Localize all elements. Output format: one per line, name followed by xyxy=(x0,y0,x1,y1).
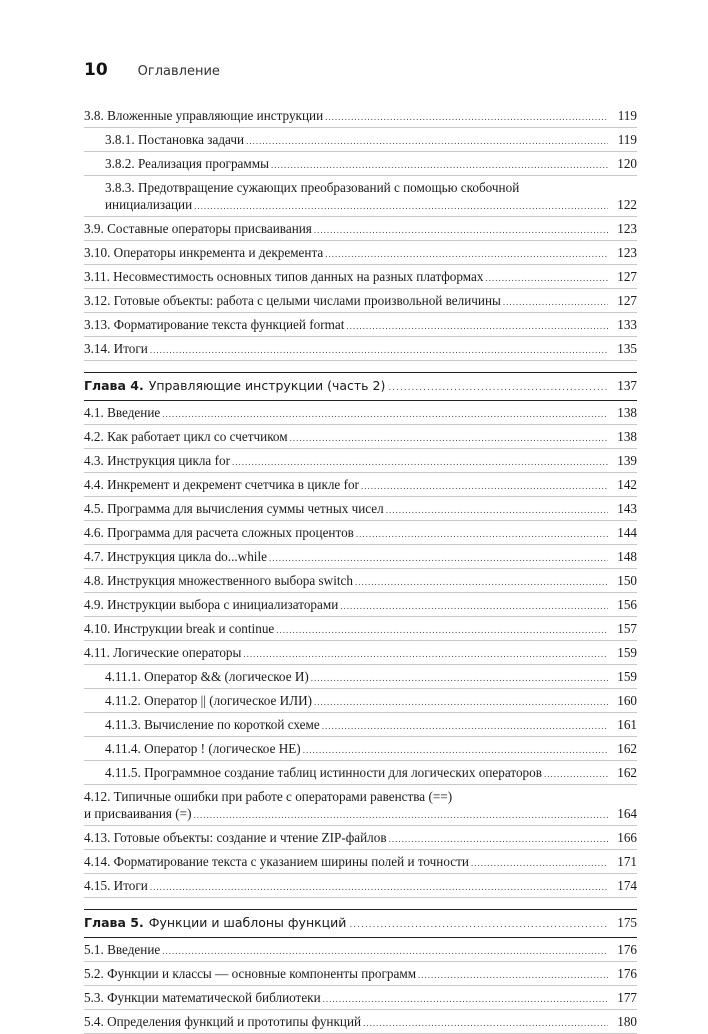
entry-title: 4.5. Программа для вычисления суммы четных чисел xyxy=(84,501,384,516)
toc-section-entry xyxy=(84,217,637,241)
entry-title: 4.14. Форматирование текста с указанием ширины полей и точности xyxy=(84,854,469,869)
toc-section-entry xyxy=(84,850,637,874)
entry-page-number: 177 xyxy=(617,990,637,1005)
toc-section-entry xyxy=(84,313,637,337)
toc-section-entry xyxy=(84,986,637,1010)
entry-page-number: 143 xyxy=(617,501,637,516)
entry-title: 4.10. Инструкции break и continue xyxy=(84,621,275,636)
toc-section-entry xyxy=(84,826,637,850)
entry-title: 4.11.2. Оператор || (логическое ИЛИ) xyxy=(105,693,312,708)
dot-leader xyxy=(325,246,608,263)
dot-leader xyxy=(485,270,608,287)
toc-section-entry xyxy=(84,104,637,128)
chapter-page-number: 137 xyxy=(617,378,637,393)
entry-title: 3.8.1. Постановка задачи xyxy=(105,132,245,147)
toc-section-entry xyxy=(84,241,637,265)
entry-title: 3.8. Вложенные управляющие инструкции xyxy=(84,108,324,123)
entry-title: 4.3. Инструкция цикла for xyxy=(84,453,230,468)
toc-subsection-entry xyxy=(84,689,637,713)
entry-title: 3.10. Операторы инкремента и декремента xyxy=(84,245,324,260)
entry-title: 4.13. Готовые объекты: создание и чтение ZIP-файлов xyxy=(84,830,387,845)
entry-title: 3.8.3. Предотвращение сужающих преобразований с помощью скобочной xyxy=(105,180,520,195)
entry-page-number: 142 xyxy=(617,477,637,492)
entry-title: 4.2. Как работает цикл со счетчиком xyxy=(84,429,288,444)
dot-leader xyxy=(363,1015,608,1032)
dot-leader xyxy=(323,991,608,1008)
toc-section-entry xyxy=(84,569,637,593)
entry-title: 4.6. Программа для расчета сложных процентов xyxy=(84,525,354,540)
toc-section-entry xyxy=(84,425,637,449)
entry-title: 3.14. Итоги xyxy=(84,341,148,356)
dot-leader xyxy=(193,807,608,824)
entry-title: 3.9. Составные операторы присваивания xyxy=(84,221,312,236)
entry-page-number: 119 xyxy=(617,108,637,123)
entry-title: 3.13. Форматирование текста функцией format xyxy=(84,317,345,332)
dot-leader xyxy=(325,109,608,126)
dot-leader xyxy=(276,622,608,639)
entry-page-number: 166 xyxy=(617,830,637,845)
entry-page-number: 127 xyxy=(617,269,637,284)
dot-leader xyxy=(314,694,608,711)
dot-leader xyxy=(388,380,608,397)
entry-page-number: 138 xyxy=(617,429,637,444)
toc-subsection-entry xyxy=(84,761,637,785)
dot-leader xyxy=(471,855,608,872)
toc-section-entry xyxy=(84,962,637,986)
toc-section-entry xyxy=(84,1010,637,1034)
page-header xyxy=(84,60,220,80)
entry-title: 4.11.3. Вычисление по короткой схеме xyxy=(105,717,320,732)
entry-page-number: 162 xyxy=(617,741,637,756)
entry-title: 4.8. Инструкция множественного выбора switch xyxy=(84,573,353,588)
entry-page-number: 135 xyxy=(617,341,637,356)
dot-leader xyxy=(389,831,608,848)
entry-title: 4.4. Инкремент и декремент счетчика в цикле for xyxy=(84,477,359,492)
entry-page-number: 164 xyxy=(617,806,637,821)
toc-section-entry xyxy=(84,874,637,898)
toc-section-entry xyxy=(84,401,637,425)
toc-subsection-entry xyxy=(84,737,637,761)
dot-leader xyxy=(246,133,608,150)
toc-section-entry xyxy=(84,617,637,641)
chapter-label: Глава 5. xyxy=(84,915,144,930)
dot-leader xyxy=(418,967,608,984)
entry-title: 4.12. Типичные ошибки при работе с операторами равенства (==) xyxy=(84,789,453,804)
toc-section-entry xyxy=(84,449,637,473)
dot-leader xyxy=(150,879,608,896)
entry-title: 3.12. Готовые объекты: работа с целыми числами произвольной величины xyxy=(84,293,501,308)
dot-leader xyxy=(269,550,608,567)
entry-page-number: 122 xyxy=(617,197,637,212)
dot-leader xyxy=(162,943,608,960)
entry-page-number: 176 xyxy=(617,966,637,981)
chapter-title: Управляющие инструкции (часть 2) xyxy=(148,378,386,393)
entry-title: 4.11.4. Оператор ! (логическое НЕ) xyxy=(105,741,301,756)
entry-page-number: 157 xyxy=(617,621,637,636)
dot-leader xyxy=(303,742,608,759)
entry-title-continued: и присваивания (=) xyxy=(84,806,192,821)
toc-section-entry xyxy=(84,938,637,962)
entry-title: 4.7. Инструкция цикла do...while xyxy=(84,549,267,564)
dot-leader xyxy=(150,342,608,359)
chapter-heading xyxy=(84,372,637,401)
dot-leader xyxy=(314,222,608,239)
entry-page-number: 161 xyxy=(617,717,637,732)
entry-title-continued: инициализации xyxy=(105,197,193,212)
chapter-title: Функции и шаблоны функций xyxy=(148,915,347,930)
entry-title: 5.3. Функции математической библиотеки xyxy=(84,990,321,1005)
entry-page-number: 176 xyxy=(617,942,637,957)
entry-page-number: 159 xyxy=(617,669,637,684)
toc-section-entry xyxy=(84,265,637,289)
entry-title: 4.1. Введение xyxy=(84,405,161,420)
dot-leader xyxy=(386,502,608,519)
dot-leader xyxy=(544,766,608,783)
entry-title: 3.11. Несовместимость основных типов данных на разных платформах xyxy=(84,269,484,284)
dot-leader xyxy=(311,670,608,687)
entry-title: 3.8.2. Реализация программы xyxy=(105,156,269,171)
dot-leader xyxy=(232,454,608,471)
entry-page-number: 174 xyxy=(617,878,637,893)
entry-title: 5.2. Функции и классы — основные компоненты программ xyxy=(84,966,417,981)
dot-leader xyxy=(349,917,608,934)
dot-leader xyxy=(162,406,608,423)
entry-page-number: 156 xyxy=(617,597,637,612)
entry-page-number: 120 xyxy=(617,156,637,171)
dot-leader xyxy=(361,478,608,495)
entry-page-number: 119 xyxy=(617,132,637,147)
entry-title: 4.11. Логические операторы xyxy=(84,645,242,660)
dot-leader xyxy=(290,430,608,447)
dot-leader xyxy=(340,598,608,615)
toc-section-entry xyxy=(84,289,637,313)
dot-leader xyxy=(355,574,608,591)
table-of-contents xyxy=(84,104,637,1034)
chapter-heading xyxy=(84,909,637,938)
entry-title: 4.15. Итоги xyxy=(84,878,148,893)
entry-title: 4.9. Инструкции выбора с инициализаторами xyxy=(84,597,339,612)
entry-page-number: 162 xyxy=(617,765,637,780)
entry-page-number: 150 xyxy=(617,573,637,588)
entry-page-number: 148 xyxy=(617,549,637,564)
toc-section-entry xyxy=(84,473,637,497)
dot-leader xyxy=(194,198,608,215)
entry-page-number: 159 xyxy=(617,645,637,660)
running-head: Оглавление xyxy=(137,64,220,79)
toc-section-entry xyxy=(84,545,637,569)
toc-subsection-entry xyxy=(84,152,637,176)
chapter-page-number: 175 xyxy=(617,915,637,930)
entry-title: 5.1. Введение xyxy=(84,942,161,957)
entry-page-number: 127 xyxy=(617,293,637,308)
dot-leader xyxy=(271,157,608,174)
toc-subsection-entry xyxy=(84,665,637,689)
dot-leader xyxy=(356,526,608,543)
entry-page-number: 139 xyxy=(617,453,637,468)
dot-leader xyxy=(346,318,608,335)
toc-subsection-entry xyxy=(84,128,637,152)
entry-page-number: 180 xyxy=(617,1014,637,1029)
toc-subsection-entry xyxy=(84,176,637,217)
toc-section-entry xyxy=(84,785,637,826)
entry-page-number: 160 xyxy=(617,693,637,708)
entry-title: 5.4. Определения функций и прототипы функций xyxy=(84,1014,362,1029)
page-number: 10 xyxy=(84,60,108,80)
toc-section-entry xyxy=(84,593,637,617)
dot-leader xyxy=(243,646,608,663)
entry-title: 4.11.1. Оператор && (логическое И) xyxy=(105,669,309,684)
toc-section-entry xyxy=(84,337,637,361)
entry-page-number: 123 xyxy=(617,245,637,260)
toc-subsection-entry xyxy=(84,713,637,737)
entry-page-number: 138 xyxy=(617,405,637,420)
toc-section-entry xyxy=(84,521,637,545)
dot-leader xyxy=(322,718,608,735)
toc-section-entry xyxy=(84,641,637,665)
entry-page-number: 171 xyxy=(617,854,637,869)
dot-leader xyxy=(503,294,608,311)
entry-title: 4.11.5. Программное создание таблиц истинности для логических операторов xyxy=(105,765,542,780)
chapter-label: Глава 4. xyxy=(84,378,144,393)
entry-page-number: 144 xyxy=(617,525,637,540)
entry-page-number: 123 xyxy=(617,221,637,236)
toc-section-entry xyxy=(84,497,637,521)
entry-page-number: 133 xyxy=(617,317,637,332)
